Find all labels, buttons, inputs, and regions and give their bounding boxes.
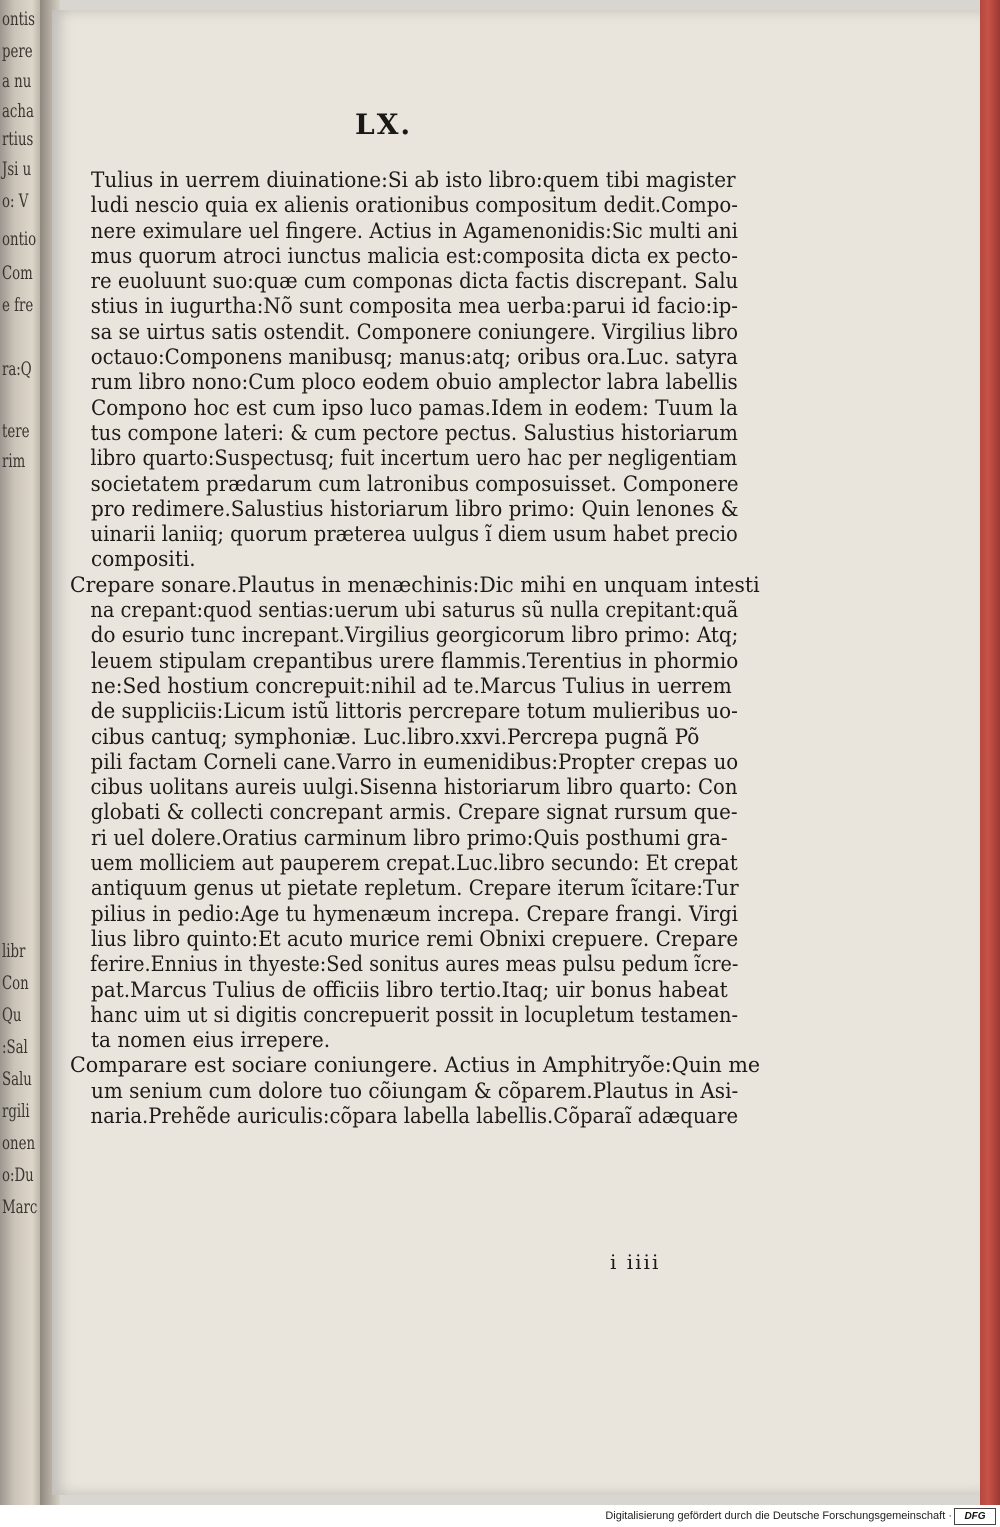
text-line: compositi. <box>90 547 196 572</box>
text-line: lius libro quinto:Et acuto murice remi Obnixi crepuere. Crepare <box>90 926 739 951</box>
left-page-fragment: Jsi u <box>2 158 32 180</box>
text-line: antiquum genus ut pietate repletum. Crepare iterum ĩcitare:Tur <box>90 876 739 901</box>
text-line: ferire.Ennius in thyeste:Sed sonitus aures meas pulsu pedum ĩcre- <box>90 952 739 977</box>
left-page-fragment: ontis <box>2 8 35 30</box>
dfg-logo: DFG <box>954 1508 996 1525</box>
text-line: hanc uim ut si digitis concrepuerit possit in locupletum testamen- <box>90 1002 739 1027</box>
text-line: leuem stipulam crepantibus urere flammis.Terentius in phormio <box>90 648 739 673</box>
left-page-edge <box>0 0 40 1505</box>
text-line: naria.Prehẽde auriculis:cõpara labella labellis.Cõparaĩ adæquare <box>90 1103 739 1128</box>
text-line: societatem prædarum cum latronibus composuisset. Componere <box>90 471 739 496</box>
left-page-fragment: a nu <box>2 70 32 92</box>
text-line: libro quarto:Suspectusq; fuit incertum uero hac per negligentiam <box>90 446 738 471</box>
left-page-fragment: onen <box>2 1132 36 1154</box>
footer-credit: Digitalisierung gefördert durch die Deutsche Forschungsgemeinschaft · <box>605 1510 952 1522</box>
signature-mark: i iiii <box>610 1250 661 1274</box>
left-page-fragment: e fre <box>2 294 34 316</box>
text-line: uinarii laniiq; quorum præterea uulgus ĩ diem usum habet precio <box>90 522 738 547</box>
text-line: de suppliciis:Licum istũ littoris percrepare totum mulieribus uo- <box>90 699 738 724</box>
left-page-fragment: ra:Q <box>2 358 32 380</box>
left-page-fragment: acha <box>2 100 34 122</box>
text-line: rum libro nono:Cum ploco eodem obuio amplector labra labellis <box>90 370 738 395</box>
left-page-fragment: libr <box>2 940 26 962</box>
text-line: Crepare sonare.Plautus in menæchinis:Dic mihi en unquam intesti <box>70 572 760 597</box>
text-line: cibus cantuq; symphoniæ. Luc.libro.xxvi.Percrepa pugnã Põ <box>90 724 700 749</box>
text-line: pat.Marcus Tulius de officiis libro tertio.Itaq; uir bonus habeat <box>90 977 728 1002</box>
footer-bar <box>0 1505 1000 1527</box>
text-line: re euoluunt suo:quæ cum componas dicta factis discrepant. Salu <box>90 269 739 294</box>
text-line: ludi nescio quia ex alienis orationibus compositum dedit.Compo- <box>90 193 738 218</box>
left-page-fragment: rtius <box>2 128 34 150</box>
left-page-fragment: Salu <box>2 1068 32 1090</box>
text-line: uem molliciem aut pauperem crepat.Luc.libro secundo: Et crepat <box>90 851 738 876</box>
text-line: ri uel dolere.Oratius carminum libro primo:Quis posthumi gra- <box>90 825 728 850</box>
folio-header: LX. <box>355 108 413 141</box>
left-page-fragment: rim <box>2 450 26 472</box>
text-line: globati & collecti concrepant armis. Crepare signat rursum que- <box>90 800 738 825</box>
text-line: sa se uirtus satis ostendit. Componere coniungere. Virgilius libro <box>90 319 739 344</box>
text-line: nere eximulare uel fingere. Actius in Agamenonidis:Sic multi ani <box>90 218 738 243</box>
text-line: pro redimere.Salustius historiarum libro primo: Quin lenones & <box>90 496 739 521</box>
left-page-fragment: Com <box>2 262 33 284</box>
text-line: cibus uolitans aureis uulgi.Sisenna historiarum libro quarto: Con <box>90 775 738 800</box>
text-line: Tulius in uerrem diuinatione:Si ab isto libro:quem tibi magister <box>90 168 736 192</box>
text-line: Compono hoc est cum ipso luco pamas.Idem in eodem: Tuum la <box>90 395 738 420</box>
text-line: pili factam Corneli cane.Varro in eumenidibus:Propter crepas uo <box>90 749 739 774</box>
left-page-fragment: tere <box>2 420 30 442</box>
text-line: um senium cum dolore tuo cõiungam & cõparem.Plautus in Asi- <box>90 1078 739 1103</box>
left-page-fragment: rgili <box>2 1100 30 1122</box>
left-page-fragment: o: V <box>2 190 29 212</box>
text-line: do esurio tunc increpant.Virgilius georgicorum libro primo: Atq; <box>90 623 739 648</box>
text-line: ne:Sed hostium concrepuit:nihil ad te.Marcus Tulius in uerrem <box>90 673 732 698</box>
text-line: stius in iugurtha:Nõ sunt composita mea uerba:parui id facio:ip- <box>90 294 738 319</box>
left-page-fragment: :Sal <box>2 1036 28 1058</box>
left-page-fragment: Qu <box>2 1004 22 1026</box>
text-line: mus quorum atroci iunctus malicia est:composita dicta ex pecto- <box>90 243 738 268</box>
text-line: octauo:Componens manibusq; manus:atq; oribus ora.Luc. satyra <box>90 345 738 370</box>
left-page-fragment: ontio <box>2 228 37 250</box>
left-page-fragment: o:Du <box>2 1164 34 1186</box>
left-page-fragment: Con <box>2 972 29 994</box>
text-line: na crepant:quod sentias:uerum ubi saturus sũ nulla crepitant:quã <box>90 598 739 623</box>
body-text <box>70 168 770 1129</box>
text-line: ta nomen eius irrepere. <box>90 1028 331 1053</box>
text-line: tus compone lateri: & cum pectore pectus. Salustius historiarum <box>90 420 738 445</box>
text-line: pilius in pedio:Age tu hymenæum increpa. Crepare frangi. Virgi <box>90 901 739 926</box>
left-page-fragment: Marc <box>2 1196 38 1218</box>
cover-edge <box>980 0 1000 1505</box>
text-line: Comparare est sociare coniungere. Actius in Amphitryõe:Quin me <box>70 1053 761 1078</box>
left-page-fragment: pere <box>2 40 33 62</box>
